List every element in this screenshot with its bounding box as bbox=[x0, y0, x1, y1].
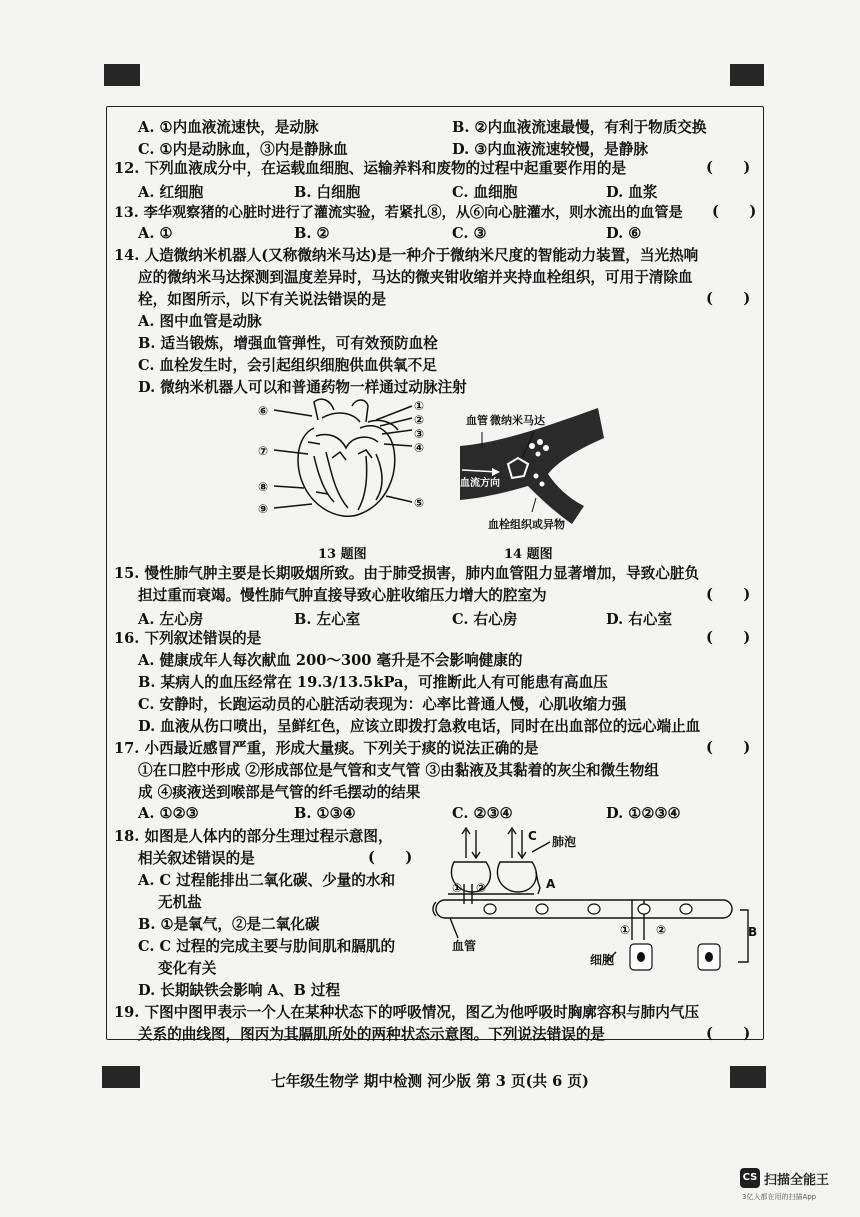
fig18-label-a: A bbox=[546, 877, 556, 891]
q17-statements-line-1: ①在口腔中形成 ②形成部位是气管和支气管 ③由黏液及其黏着的灰尘和微生物组 bbox=[138, 762, 659, 779]
q12-option-d: D. 血浆 bbox=[606, 184, 658, 201]
q11-option-d: D. ③内血液流速较慢，是静脉 bbox=[452, 141, 648, 158]
q19-stem-line-2: 关系的曲线图，图丙为其膈肌所处的两种状态示意图。下列说法错误的是 bbox=[138, 1026, 606, 1043]
q15-option-c: C. 右心房 bbox=[452, 611, 518, 628]
scanner-logo-icon: CS bbox=[740, 1168, 760, 1188]
q16-option-a: A. 健康成年人每次献血 200～300 毫升是不会影响健康的 bbox=[138, 652, 523, 669]
q15-option-b: B. 左心室 bbox=[294, 611, 361, 628]
fig14-label-motor: 微纳米马达 bbox=[490, 414, 545, 427]
q18-option-a: A. C 过程能排出二氧化碳、少量的水和 bbox=[138, 872, 396, 889]
heart-label-1: ① bbox=[414, 399, 425, 413]
heart-label-6: ⑥ bbox=[258, 404, 269, 418]
q18-option-b: B. ①是氧气，②是二氧化碳 bbox=[138, 916, 320, 933]
q18-option-d: D. 长期缺铁会影响 A、B 过程 bbox=[138, 982, 341, 999]
q13-stem: 13. 李华观察猪的心脏时进行了灌流实验，若紧扎⑧，从⑥向心脏灌水，则水流出的血管是 bbox=[114, 205, 683, 221]
q15-stem-line-1: 15. 慢性肺气肿主要是长期吸烟所致。由于肺受损害，肺内血管阻力显著增加，导致心脏负 bbox=[114, 565, 700, 582]
q19-answer-blank: ( ) bbox=[706, 1025, 751, 1042]
heart-label-9: ⑨ bbox=[258, 502, 269, 516]
heart-diagram bbox=[256, 396, 446, 530]
q14-stem-line-1: 14. 人造微纳米机器人(又称微纳米马达)是一种介于微纳米尺度的智能动力装置，当光热响 bbox=[114, 247, 699, 264]
q16-answer-blank: ( ) bbox=[706, 629, 751, 646]
q15-answer-blank: ( ) bbox=[706, 586, 751, 603]
heart-label-4: ④ bbox=[414, 441, 425, 455]
q18-option-c-cont: 变化有关 bbox=[158, 960, 217, 977]
q13-option-c: C. ③ bbox=[452, 225, 487, 242]
q14-option-b: B. 适当锻炼，增强血管弹性，可有效预防血栓 bbox=[138, 335, 438, 352]
fig18-label-alveolus: 肺泡 bbox=[552, 835, 577, 849]
fig14-caption: 14 题图 bbox=[504, 547, 553, 562]
q14-option-a: A. 图中血管是动脉 bbox=[138, 313, 262, 330]
fig18-label-vessel: 血管 bbox=[452, 939, 477, 953]
q18-stem-line-1: 18. 如图是人体内的部分生理过程示意图， bbox=[114, 828, 393, 845]
q16-stem: 16. 下列叙述错误的是 bbox=[114, 630, 262, 647]
q17-option-b: B. ①③④ bbox=[294, 805, 356, 822]
q14-stem-line-2: 应的微纳米马达探测到温度差异时，马达的微夹钳收缩并夹持血栓组织，可用于清除血 bbox=[138, 269, 693, 286]
scanner-tagline: 3亿人都在用的扫描App bbox=[742, 1193, 817, 1201]
blood-vessel-diagram bbox=[452, 402, 608, 540]
fig13-caption: 13 题图 bbox=[318, 547, 367, 562]
q12-option-a: A. 红细胞 bbox=[138, 184, 204, 201]
heart-label-3: ③ bbox=[414, 427, 425, 441]
q15-option-a: A. 左心房 bbox=[138, 611, 204, 628]
q17-answer-blank: ( ) bbox=[706, 739, 751, 756]
q13-option-d: D. ⑥ bbox=[606, 225, 642, 242]
q13-answer-blank: ( ) bbox=[712, 203, 757, 220]
q16-option-c: C. 安静时，长跑运动员的心脏活动表现为：心率比普通人慢，心肌收缩力强 bbox=[138, 696, 627, 713]
q13-option-b: B. ② bbox=[294, 225, 330, 242]
q17-statements-line-2: 成 ④痰液送到喉部是气管的纤毛摆动的结果 bbox=[138, 784, 421, 801]
q16-option-d: D. 血液从伤口喷出，呈鲜红色，应该立即拨打急救电话，同时在出血部位的远心端止血 bbox=[138, 718, 701, 735]
fig18-label-num1-top: ① bbox=[452, 881, 463, 895]
heart-label-8: ⑧ bbox=[258, 480, 269, 494]
fig18-label-cell: 细胞 bbox=[590, 953, 615, 967]
q12-option-c: C. 血细胞 bbox=[452, 184, 518, 201]
heart-label-2: ② bbox=[414, 413, 425, 427]
scanner-app-name: 扫描全能王 bbox=[764, 1173, 830, 1188]
q17-option-d: D. ①②③④ bbox=[606, 805, 681, 822]
q13-option-a: A. ① bbox=[138, 225, 173, 242]
q18-option-a-cont: 无机盐 bbox=[158, 894, 202, 911]
fig14-label-clot: 血栓组织或异物 bbox=[488, 518, 565, 531]
fig18-label-c: C bbox=[528, 829, 537, 843]
q14-option-d: D. 微纳米机器人可以和普通药物一样通过动脉注射 bbox=[138, 379, 467, 396]
q15-option-d: D. 右心室 bbox=[606, 611, 673, 628]
q14-answer-blank: ( ) bbox=[706, 290, 751, 307]
q16-option-b: B. 某病人的血压经常在 19.3/13.5kPa，可推断此人有可能患有高血压 bbox=[138, 674, 608, 691]
q14-stem-line-3: 栓，如图所示，以下有关说法错误的是 bbox=[138, 291, 387, 308]
q17-option-a: A. ①②③ bbox=[138, 805, 199, 822]
heart-label-7: ⑦ bbox=[258, 444, 269, 458]
fig18-label-num2-bottom: ② bbox=[656, 923, 667, 937]
q18-option-c: C. C 过程的完成主要与肋间肌和膈肌的 bbox=[138, 938, 396, 955]
q12-stem: 12. 下列血液成分中，在运载血细胞、运输养料和废物的过程中起重要作用的是 bbox=[114, 160, 627, 177]
fig14-label-flow: 血流方向 bbox=[460, 478, 500, 489]
fig18-label-b: B bbox=[748, 925, 758, 939]
q19-stem-line-1: 19. 下图中图甲表示一个人在某种状态下的呼吸情况，图乙为他呼吸时胸廓容积与肺内气压 bbox=[114, 1004, 700, 1021]
page-footer: 七年级生物学 期中检测 河少版 第 3 页(共 6 页) bbox=[271, 1073, 589, 1090]
fig18-label-num2-top: ② bbox=[476, 881, 487, 895]
q11-option-b: B. ②内血液流速最慢，有利于物质交换 bbox=[452, 119, 707, 136]
q17-stem: 17. 小西最近感冒严重，形成大量痰。下列关于痰的说法正确的是 bbox=[114, 740, 539, 757]
fig14-label-vessel: 血管 bbox=[466, 414, 488, 427]
q11-option-c: C. ①内是动脉血，③内是静脉血 bbox=[138, 141, 348, 158]
q15-stem-line-2: 担过重而衰竭。慢性肺气肿直接导致心脏收缩压力增大的腔室为 bbox=[138, 587, 547, 604]
heart-label-5: ⑤ bbox=[414, 496, 425, 510]
q12-option-b: B. 白细胞 bbox=[294, 184, 361, 201]
q18-answer-blank: ( ) bbox=[368, 849, 413, 866]
q18-stem-line-2: 相关叙述错误的是 bbox=[138, 850, 255, 867]
registration-mark-top-right bbox=[730, 64, 764, 86]
registration-mark-top-left bbox=[104, 64, 140, 86]
fig18-label-num1-bottom: ① bbox=[620, 923, 631, 937]
q11-option-a: A. ①内血液流速快，是动脉 bbox=[138, 119, 319, 136]
q17-option-c: C. ②③④ bbox=[452, 805, 513, 822]
q12-answer-blank: ( ) bbox=[706, 159, 751, 176]
physiology-diagram bbox=[430, 822, 760, 992]
q14-option-c: C. 血栓发生时，会引起组织细胞供血供氧不足 bbox=[138, 357, 437, 374]
